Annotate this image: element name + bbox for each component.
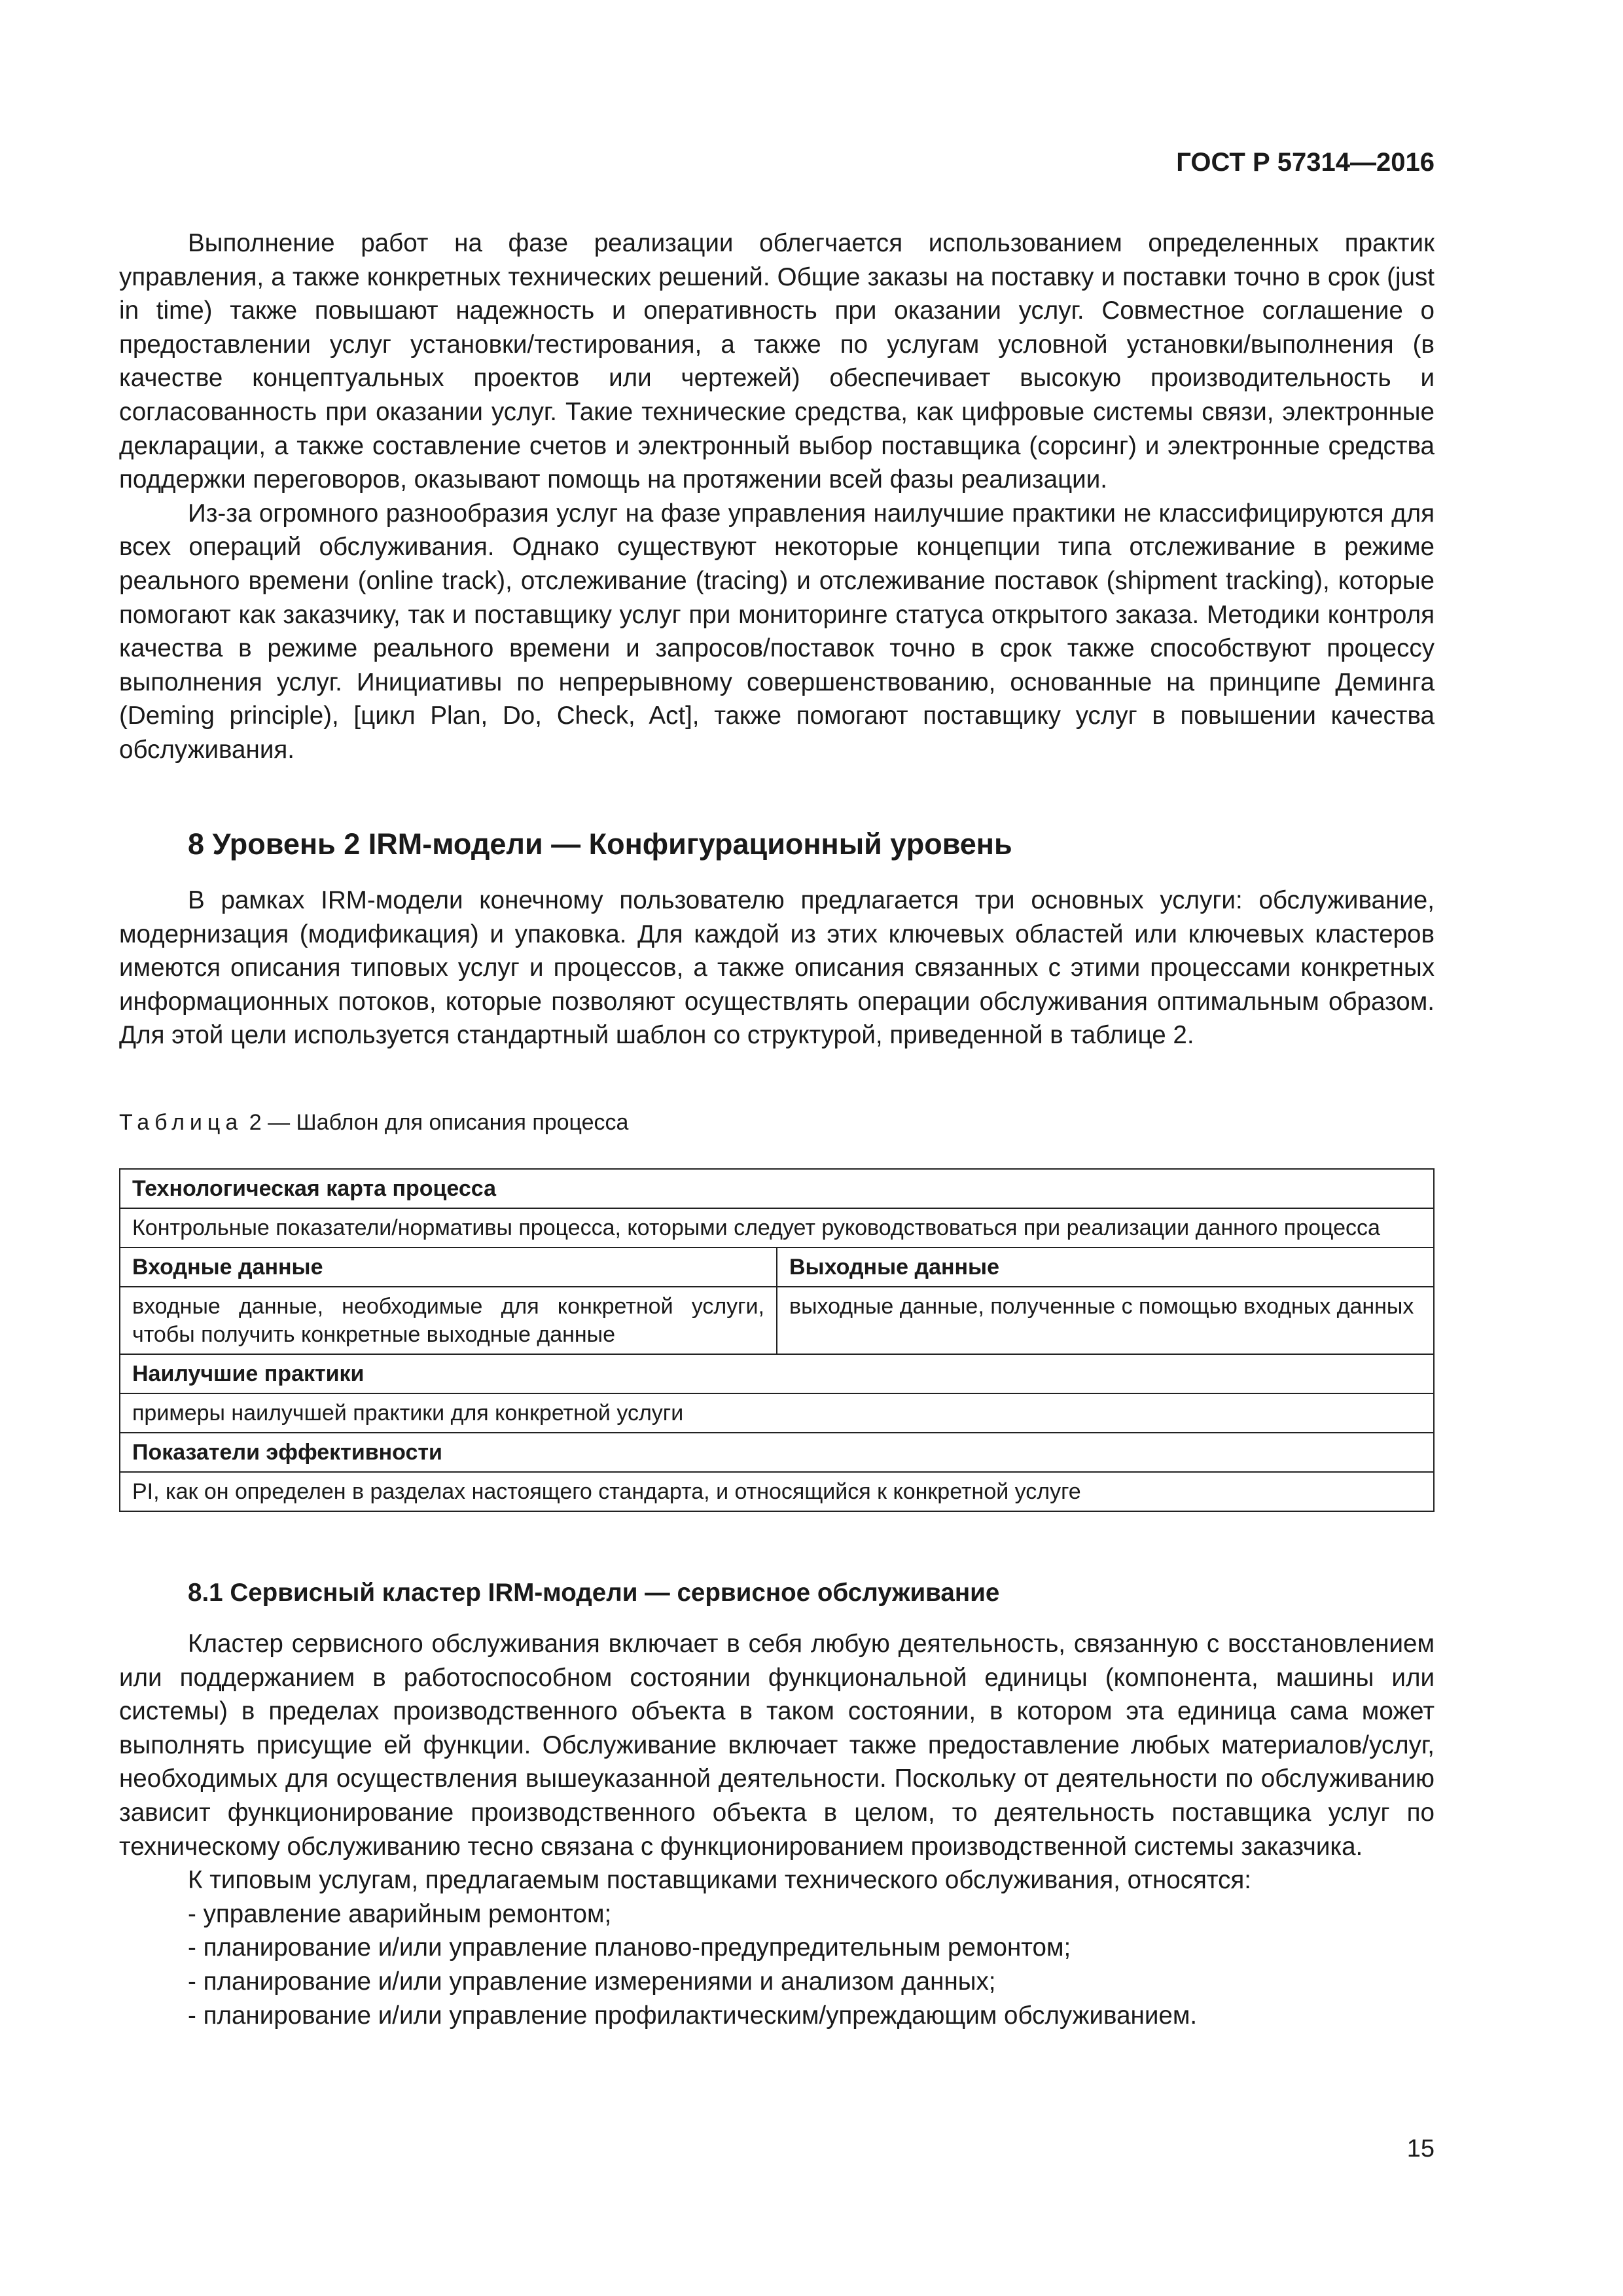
table-caption [119,1110,628,1136]
page-number: 15 [1406,2135,1435,2162]
table-cell-kpi-text: PI, как он определен в разделах настоящего стандарта, и относящийся к конкретной услуге [120,1472,1434,1511]
table-row [120,1354,1434,1393]
table-cell-best-text: примеры наилучшей практики для конкретной услуги [120,1393,1434,1433]
table-row [120,1433,1434,1472]
services-list [119,1897,1435,2032]
section-8-block [119,884,1435,1052]
table-row [120,1287,1434,1354]
list-item: - планирование и/или управление планово-предупредительным ремонтом; [188,1933,1071,1962]
intro-block [119,226,1435,767]
intro-paragraph-2: Из-за огромного разнообразия услуг на фазе управления наилучшие практики не классифицируются для всех операций обслуживания. Однако существуют некоторые концепции типа отслеживание в режиме реального времени (online track), отслеживание (tracing) и отслеживание поставок (shipment tracking), которые помогают как заказчику, так и поставщику услуг при мониторинге статуса открытого заказа. Методики контроля качества в режиме реального времени и запросов/поставок точно в срок также способствуют процессу выполнения услуг. Инициативы по непрерывному совершенствованию, основанные на принципе Деминга (Deming principle), [цикл Plan, Do, Check, Act], также помогают поставщику услуг в повышении качества обслуживания. [119,499,1435,764]
list-item: - планирование и/или управление измерениями и анализом данных; [188,1967,996,1996]
table-caption-text: 2 — Шаблон для описания процесса [243,1110,629,1135]
section-8-1-list-intro: К типовым услугам, предлагаемым поставщиками технического обслуживания, относятся: [188,1866,1251,1895]
table-row [120,1247,1434,1287]
table-row [120,1472,1434,1511]
section-8-heading: 8 Уровень 2 IRM-модели — Конфигурационный уровень [188,827,1012,861]
list-item: - управление аварийным ремонтом; [188,1899,612,1928]
table-row [120,1393,1434,1433]
section-8-1-block [119,1627,1435,2032]
table-cell-best-header: Наилучшие практики [120,1354,1434,1393]
list-item: - планирование и/или управление профилактическим/упреждающим обслуживанием. [188,2001,1198,2030]
table-cell-kpi-header: Показатели эффективности [120,1433,1434,1472]
table-caption-label: Таблица [119,1110,243,1135]
table-cell-title: Технологическая карта процесса [120,1169,1434,1208]
table-cell-controls: Контрольные показатели/нормативы процесса, которыми следует руководствоваться при реализации данного процесса [120,1208,1434,1247]
table-cell-input-header: Входные данные [120,1247,777,1287]
table-row [120,1169,1434,1208]
table-cell-input-text: входные данные, необходимые для конкретной услуги, чтобы получить конкретные выходные данные [120,1287,777,1354]
standard-designation: ГОСТ Р 57314—2016 [1176,148,1435,177]
section-8-1-paragraph: Кластер сервисного обслуживания включает в себя любую деятельность, связанную с восстановлением или поддержанием в работоспособном состоянии функциональной единицы (компонента, машины или системы) в пределах производственного объекта в таком состоянии, в котором эта единица сама может выполнять присущие ей функции. Обслуживание включает также предоставление любых материалов/услуг, необходимых для осуществления вышеуказанной деятельности. Поскольку от деятельности по обслуживанию зависит функционирование производственного объекта в целом, то деятельность поставщика услуг по техническому обслуживанию тесно связана с функционированием производственной системы заказчика. [119,1630,1435,1861]
table-cell-output-header: Выходные данные [777,1247,1434,1287]
section-8-paragraph: В рамках IRM-модели конечному пользователю предлагается три основных услуги: обслуживание, модернизация (модификация) и упаковка. Для каждой из этих ключевых областей или ключевых кластеров имеются описания типовых услуг и процессов, а также описания связанных с этими процессами конкретных информационных потоков, которые позволяют осуществлять операции обслуживания оптимальным образом. Для этой цели используется стандартный шаблон со структурой, приведенной в таблице 2. [119,886,1435,1050]
table-cell-output-text: выходные данные, полученные с помощью входных данных [777,1287,1434,1354]
section-8-1-heading: 8.1 Сервисный кластер IRM-модели — сервисное обслуживание [188,1579,1000,1607]
table-row [120,1208,1434,1247]
process-template-table [119,1168,1435,1512]
intro-paragraph-1: Выполнение работ на фазе реализации облегчается использованием определенных практик управления, а также конкретных технических решений. Общие заказы на поставку и поставки точно в срок (just in time) также повышают надежность и оперативность при оказании услуг. Совместное соглашение о предоставлении услуг установки/тестирования, а также по услугам условной установки/выполнения (в качестве концептуальных проектов или чертежей) обеспечивает высокую производительность и согласованность при оказании услуг. Такие технические средства, как цифровые системы связи, электронные декларации, а также составление счетов и электронный выбор поставщика (сорсинг) и электронные средства поддержки переговоров, оказывают помощь на протяжении всей фазы реализации. [119,229,1435,494]
